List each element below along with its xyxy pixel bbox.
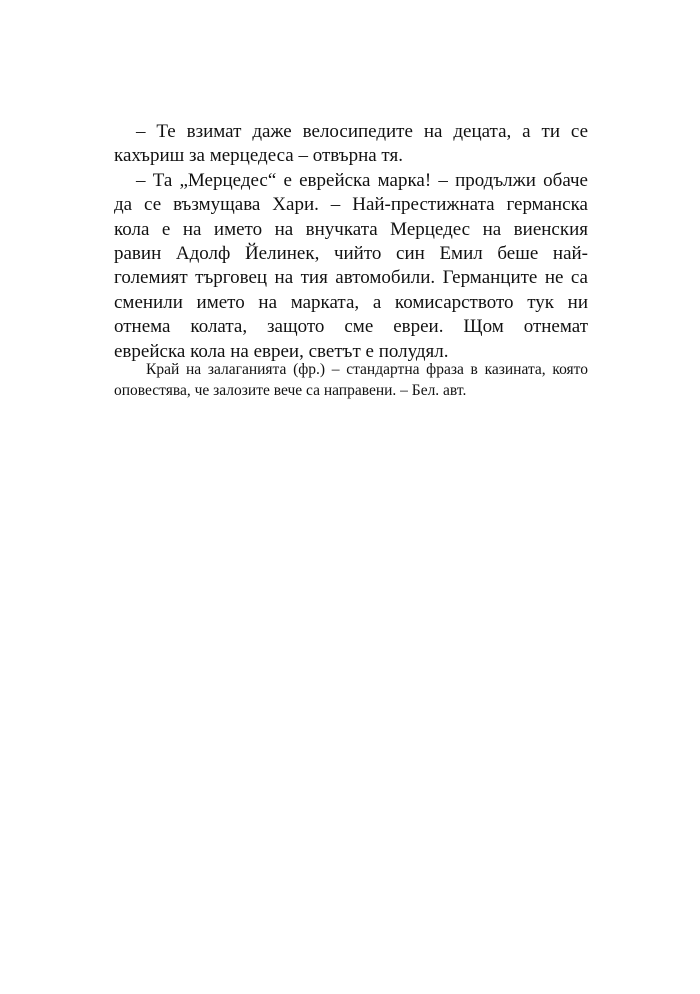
paragraph-line: равин Адолф Йелинек, чийто син Емил беше най- bbox=[114, 243, 588, 265]
footnote-line: оповестява, че залозите вече са направени. – Бел. авт. bbox=[114, 382, 467, 399]
paragraph-line: кахъриш за мерцедеса – отвърна тя. bbox=[114, 145, 403, 167]
body-text bbox=[114, 120, 588, 364]
paragraph-line: кола е на името на внучката Мерцедес на виенския bbox=[114, 218, 588, 240]
paragraph-line: да се възмущава Хари. – Най-престижната германска bbox=[114, 194, 588, 216]
footnote bbox=[114, 359, 588, 401]
paragraph-line: големият търговец на тия автомобили. Германците не са bbox=[114, 267, 588, 289]
paragraph-line: – Та „Мерцедес“ е еврейска марка! – продължи обаче bbox=[136, 169, 588, 191]
paragraph-line: – Те взимат даже велосипедите на децата, а ти се bbox=[136, 121, 588, 142]
footnote-line: Край на залаганията (фр.) – стандартна фраза в казината, която bbox=[146, 361, 588, 378]
paragraph-line: отнема колата, защото сме евреи. Щом отнемат bbox=[114, 316, 588, 338]
paragraph-line: сменили името на марката, а комисарството тук ни bbox=[114, 291, 588, 313]
paragraph-line: еврейска кола на евреи, светът е полудял. bbox=[114, 340, 449, 362]
